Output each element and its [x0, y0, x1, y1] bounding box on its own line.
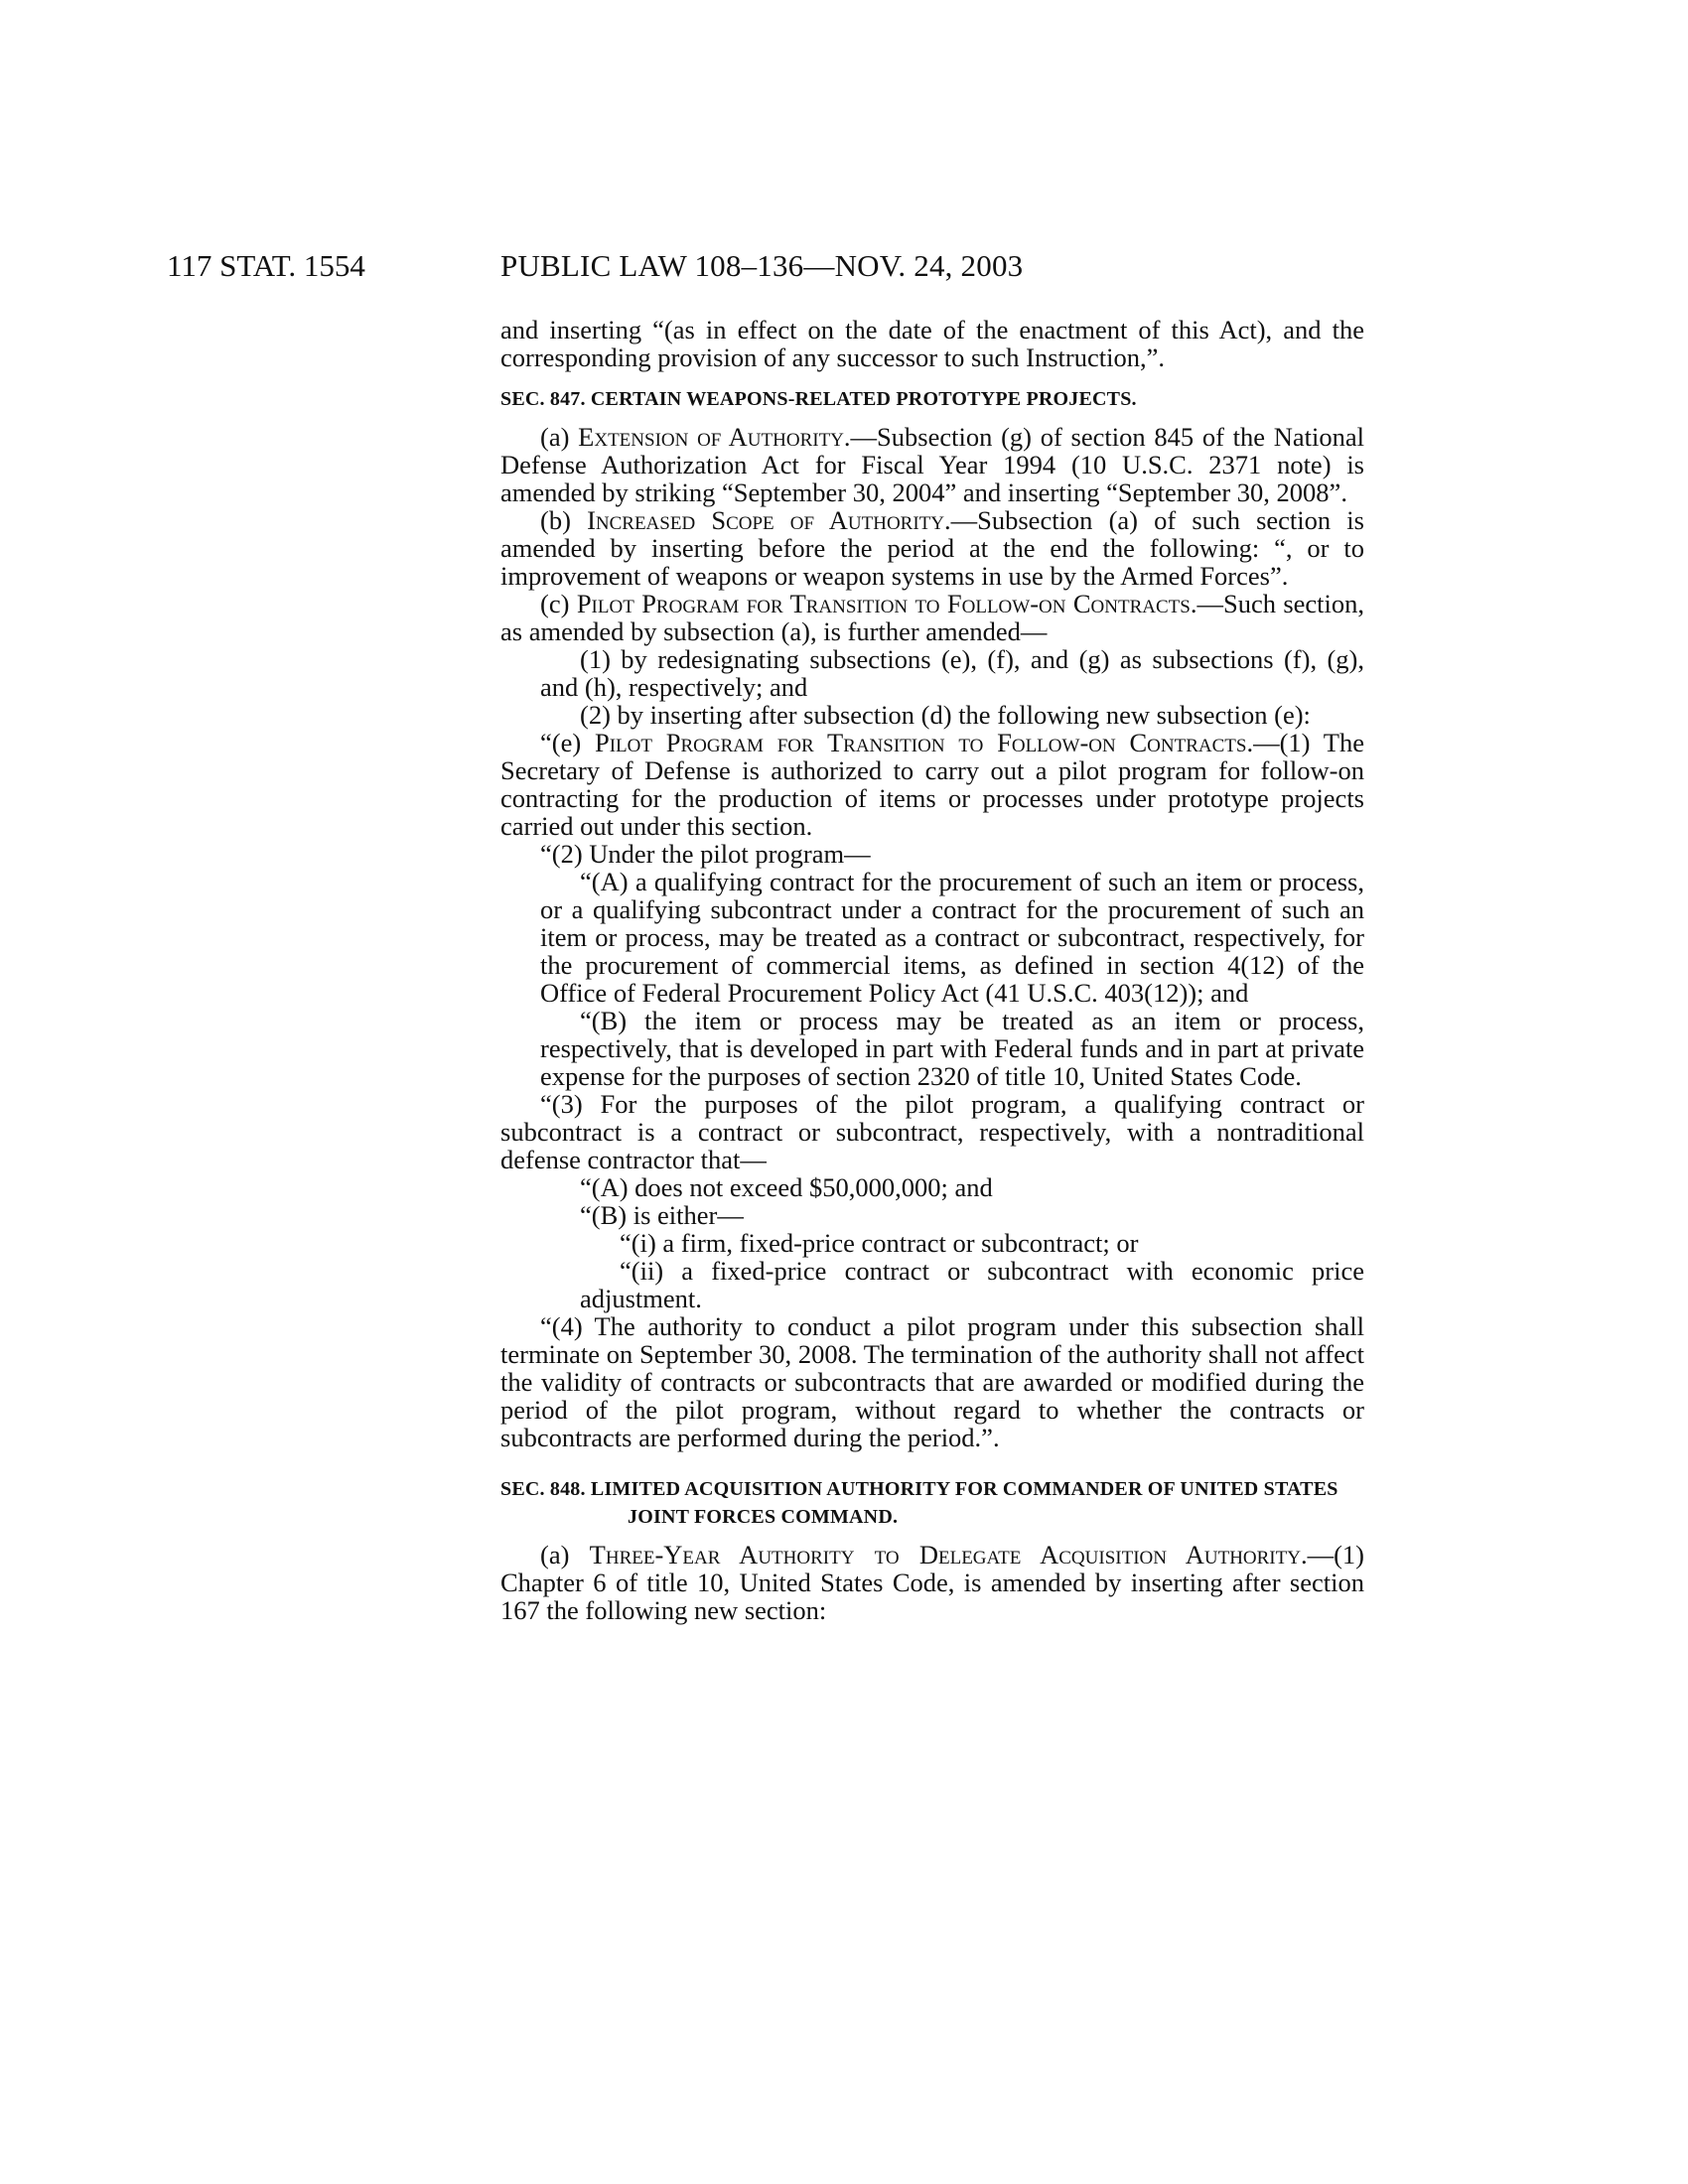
section-848-heading: SEC. 848. LIMITED ACQUISITION AUTHORITY FOR COMMANDER OF UNITED STATES JOINT FORCES COMMAND.: [500, 1478, 1338, 1528]
subsection-a-text: .—Subsection (g) of section 845 of the National Defense Authorization Act for Fiscal Year 1994 (10 U.S.C. 2371 note) is amended by striking “September 30, 2004” and inserting “September 30, 2008”.: [500, 422, 1364, 507]
paragraph-e2a: “(A) a qualifying contract for the procurement of such an item or process, or a qualifying subcontract under a contract for the procurement of such an item or process, may be treated as a contract or subcontract, respectively, for the procurement of commercial items, as defined in section 4(12) of the Office of Federal Procurement Policy Act (41 U.S.C. 403(12)); and: [540, 867, 1364, 1008]
paragraph-e3a: “(A) does not exceed $50,000,000; and: [580, 1172, 993, 1202]
subsection-a-caption: Extension of Authority: [578, 422, 844, 452]
paragraph-c1: (1) by redesignating subsections (e), (f), and (g) as subsections (f), (g), and (h), respectively; and: [540, 644, 1364, 702]
paragraph-c2: (2) by inserting after subsection (d) the following new subsection (e):: [580, 700, 1311, 730]
paragraph-continuation: and inserting “(as in effect on the date of the enactment of this Act), and the corresponding provision of any successor to such Instruction,”.: [500, 315, 1364, 372]
page-header: [0, 246, 1688, 286]
new-subsection-e-text: .—(1) The Secretary of Defense is authorized to carry out a pilot program for follow-on contracting for the production of items or processes under prototype projects carried out under this section.: [500, 728, 1365, 841]
paragraph-e2: “(2) Under the pilot program—: [540, 839, 871, 869]
public-law-reference: PUBLIC LAW 108–136—NOV. 24, 2003: [500, 248, 1024, 283]
subsection-b-lead: (b): [540, 505, 571, 535]
new-subsection-e: [500, 729, 1364, 840]
section-848-subsection-a-caption: Three-Year Authority to Delegate Acquisition Authority: [589, 1540, 1301, 1570]
subsection-c-lead: (c): [540, 589, 570, 618]
subsection-a-lead: (a): [540, 422, 570, 452]
subsection-c-caption: Pilot Program for Transition to Follow-on Contracts: [576, 589, 1191, 618]
subsection-b-text: .—Subsection (a) of such section is amended by inserting before the period at the end the following: “, or to improvement of weapons or weapon systems in use by the Armed Forces”.: [500, 505, 1364, 591]
paragraph-e2b: “(B) the item or process may be treated as an item or process, respectively, that is developed in part with Federal funds and in part at private expense for the purposes of section 2320 of title 10, United States Code.: [540, 1006, 1364, 1091]
subsection-c-text: .—Such section, as amended by subsection (a), is further amended—: [500, 589, 1365, 646]
section-848-subsection-a-text: .—(1) Chapter 6 of title 10, United States Code, is amended by inserting after section 167 the following new section:: [500, 1540, 1364, 1625]
subsection-c: [500, 590, 1364, 645]
subsection-b: [500, 506, 1364, 590]
section-848-subsection-a: [500, 1541, 1364, 1624]
new-subsection-e-lead: “(e): [540, 728, 582, 757]
document-body: [500, 316, 1364, 1624]
section-847-heading: SEC. 847. CERTAIN WEAPONS-RELATED PROTOTYPE PROJECTS.: [500, 388, 1137, 410]
statute-reference: 117 STAT. 1554: [167, 248, 365, 283]
new-subsection-e-caption: Pilot Program for Transition to Follow-on Contracts: [594, 728, 1247, 757]
paragraph-e3b-ii: “(ii) a fixed-price contract or subcontract with economic price adjustment.: [580, 1256, 1364, 1313]
paragraph-e4: “(4) The authority to conduct a pilot program under this subsection shall terminate on September 30, 2008. The termination of the authority shall not affect the validity of contracts or subcontracts that are awarded or modified during the period of the pilot program, without regard to whether the contracts or subcontracts are performed during the period.”.: [500, 1311, 1364, 1452]
paragraph-e3: “(3) For the purposes of the pilot program, a qualifying contract or subcontract is a contract or subcontract, respectively, with a nontraditional defense contractor that—: [500, 1089, 1364, 1174]
paragraph-e3b-i: “(i) a firm, fixed-price contract or subcontract; or: [620, 1228, 1139, 1258]
subsection-b-caption: Increased Scope of Authority: [587, 505, 944, 535]
subsection-a: [500, 423, 1364, 506]
section-848-subsection-a-lead: (a): [540, 1540, 570, 1570]
paragraph-e3b: “(B) is either—: [580, 1200, 744, 1230]
